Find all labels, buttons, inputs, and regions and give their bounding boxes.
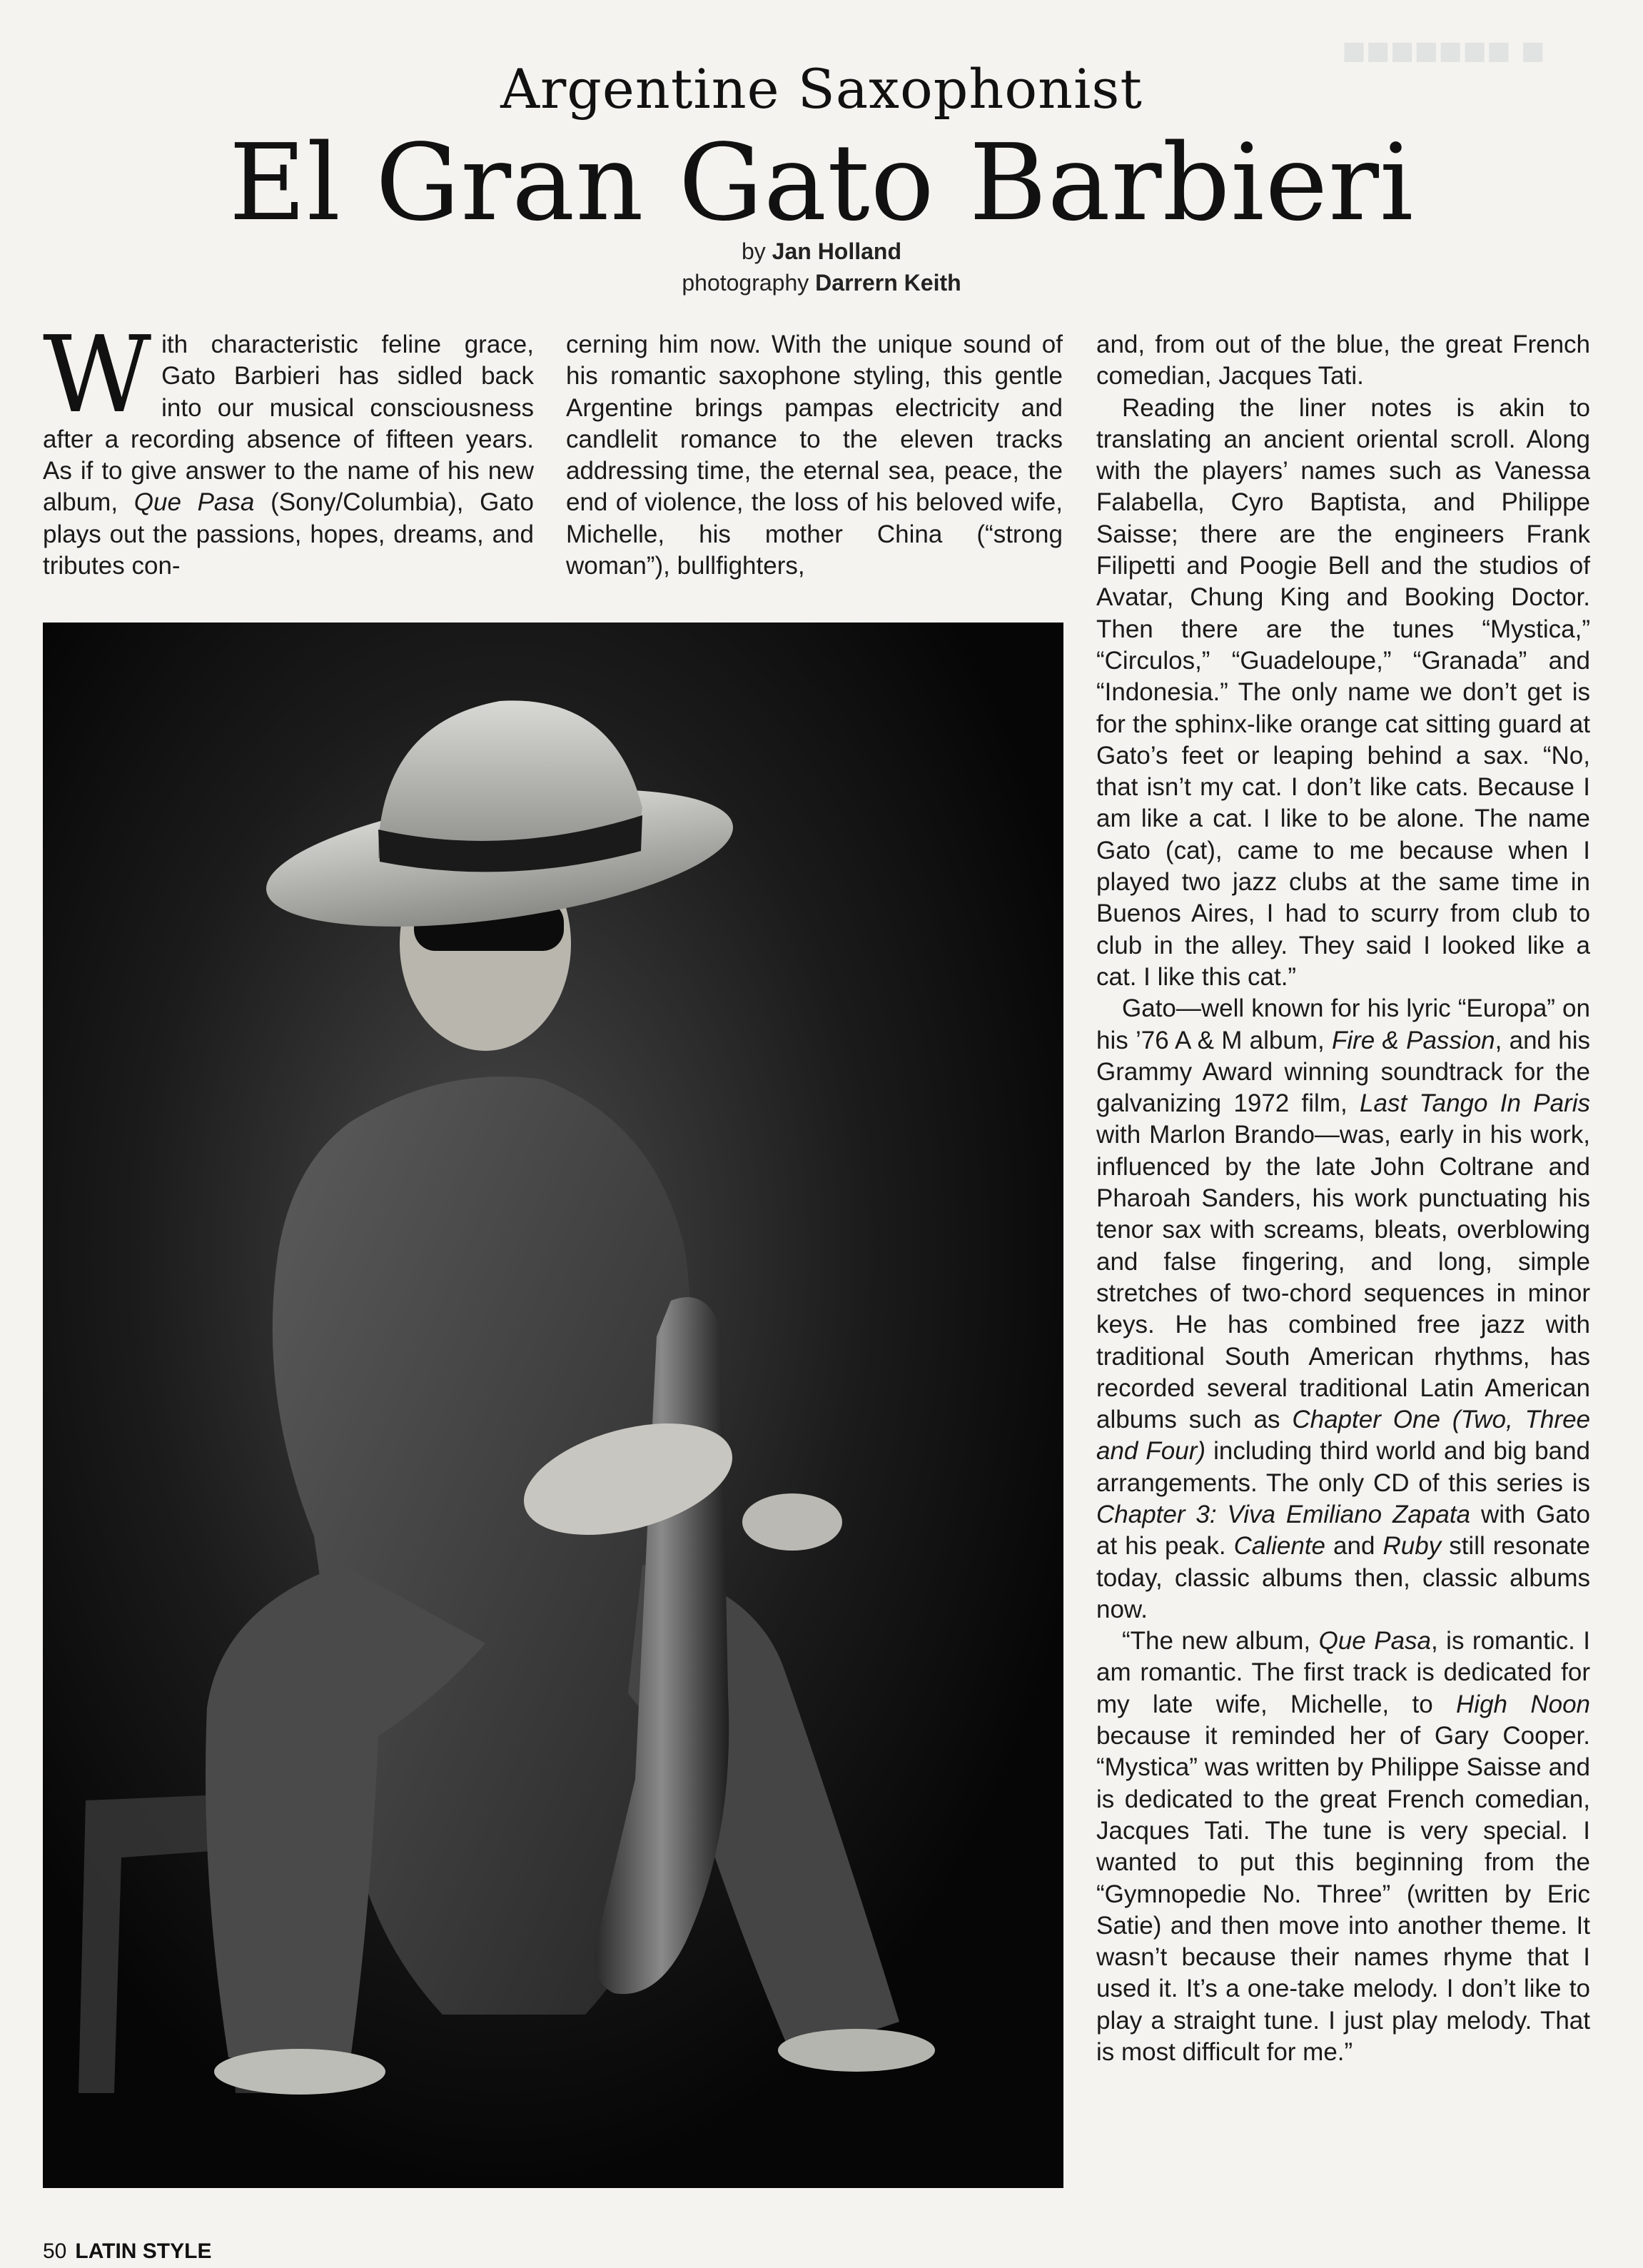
article-kicker: Argentine Saxophonist — [500, 57, 1143, 121]
article-column-1 — [43, 313, 535, 582]
page-number: 50 — [43, 2239, 67, 2263]
album-title: Chapter One (Two, Three and Four) — [1096, 1406, 1591, 1466]
photo-credit-prefix: photography — [682, 270, 809, 296]
portrait-photo — [43, 623, 1063, 2188]
magazine-name: LATIN STYLE — [75, 2239, 212, 2263]
album-title: Fire & Passion — [1331, 1026, 1495, 1054]
article-paragraph: Gato—well known for his lyric “Europa” on his ’76 A & M album, Fire & Passion, and his Grammy Award winning soundtrack for the galvanizing 1972 film, Last Tango In Paris with Marlon Brando—was, early in his work, influenced by the late John Coltrane and Pharoah Sanders, his work punctuating his tenor sax with screams, bleats, overblowing and false fingering, and long, simple stretches of two-chord sequences in minor keys. He has combined free jazz with traditional South American rhythms, has recorded several traditional Latin American albums such as Chapter One (Two, Three and Four) including third world and big band arrangements. The only CD of this series is Chapter 3: Viva Emiliano Zapata with Gato at his peak. Caliente and Ruby still resonate today, classic albums then, classic albums now. — [1096, 994, 1591, 1623]
article-paragraph: “The new album, Que Pasa, is romantic. I am romantic. The first track is dedicated for my late wife, Michelle, to High Noon because it reminded her of Gary Cooper. “Mystica” was written by Philippe Saisse and is dedicated to the great French comedian, Jacques Tati. The tune is very special. I wanted to put this beginning from the “Gymnopedie No. Three” (written by Eric Satie) and then move into another theme. It wasn’t because their names rhyme that I used it. It’s a one-take melody. I don’t like to play a straight tune. I just play melody. That is most difficult for me.” — [1096, 1627, 1591, 2067]
page-footer — [43, 2239, 211, 2264]
article-paragraph: cerning him now. With the unique sound of his romantic saxophone styling, this gentle Argentine brings pampas electricity and candlelit romance to the eleven tracks addressing time, the eternal sea, peace, the end of violence, the loss of his beloved wife, Michelle, his mother China (“strong woman”), bullfighters, — [566, 331, 1063, 580]
album-title: Chapter 3: Viva Emiliano Zapata — [1096, 1500, 1471, 1528]
article-column-2 — [566, 329, 1063, 582]
article-headline: El Gran Gato Barbieri — [228, 121, 1415, 244]
drop-cap: W — [43, 313, 152, 436]
song-title: High Noon — [1456, 1690, 1590, 1718]
author-credit — [0, 238, 1643, 265]
album-title: Ruby — [1382, 1532, 1442, 1561]
author-name: Jan Holland — [772, 238, 902, 264]
author-credit-prefix: by — [741, 238, 766, 264]
article-paragraph: With characteristic feline grace, Gato Barbieri has sidled back into our musical consciousness after a recording absence of fifteen years. As if to give answer to the name of his new album, Que Pasa (Sony/Columbia), Gato plays out the passions, hopes, dreams, and tributes con- — [43, 313, 535, 580]
photo-credit — [0, 270, 1643, 296]
hand-knee — [742, 1493, 842, 1551]
right-shoe — [778, 2029, 935, 2072]
album-title: Que Pasa — [1318, 1627, 1431, 1655]
article-paragraph: Reading the liner notes is akin to translating an ancient oriental scroll. Along with the players’ names such as Vanessa Falabella, Cyro Baptista, and Philippe Saisse; there are the engineers Frank Filipetti and Poogie Bell and the studios of Avatar, Chung King and Booking Doctor. Then there are the tunes “Mystica,” “Circulos,” “Guadeloupe,” “Granada” and “Indonesia.” The only name we don’t get is for the sphinx-like orange cat sitting guard at Gato’s feet or leaping behind a sax. “No, that isn’t my cat. I don’t like cats. Because I am like a cat. I like to be alone. The name Gato (cat), came to me because when I played two jazz clubs at the same time in Buenos Aires, I had to scurry from club to club in the alley. They said I looked like a cat. I like this cat.” — [1096, 393, 1590, 991]
photo-illustration — [43, 623, 1063, 2188]
bleed-through-texture: ■ ■■■■■■■ — [1342, 29, 1545, 74]
album-title: Que Pasa — [133, 488, 255, 517]
article-paragraph: and, from out of the blue, the great French comedian, Jacques Tati. — [1096, 331, 1590, 390]
film-title: Last Tango In Paris — [1360, 1089, 1590, 1118]
article-column-3 — [1096, 329, 1590, 2068]
photographer-name: Darrern Keith — [815, 270, 961, 296]
left-shoe — [214, 2049, 385, 2095]
album-title: Caliente — [1233, 1532, 1326, 1561]
